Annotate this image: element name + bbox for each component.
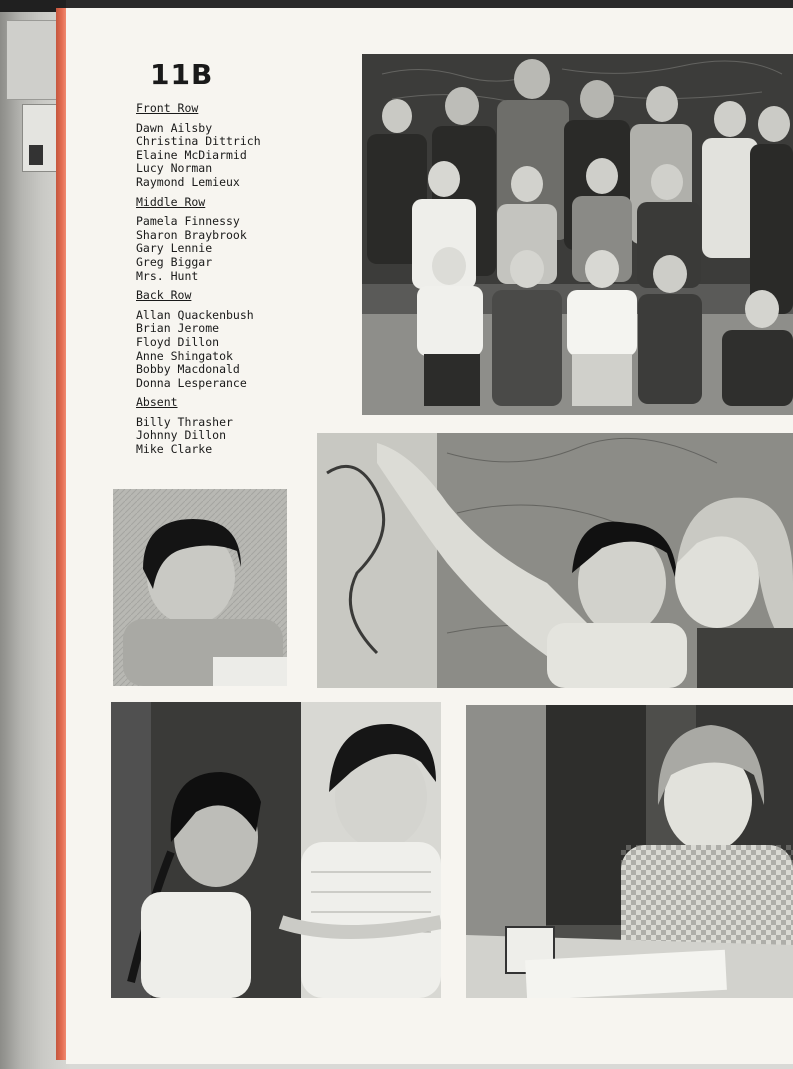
class-group-photo: [362, 54, 793, 415]
page-top-edge: [66, 0, 793, 8]
student-name: Allan Quackenbush: [136, 307, 254, 322]
student-name: Christina Dittrich: [136, 134, 261, 149]
student-name: Raymond Lemieux: [136, 174, 240, 189]
student-name: Dawn Ailsby: [136, 120, 213, 135]
student-name: Elaine McDiarmid: [136, 147, 247, 162]
student-name: Brian Jerome: [136, 321, 220, 336]
class-group-photo-icon: [362, 54, 793, 415]
yearbook-page: [66, 8, 793, 1064]
student-name: Lucy Norman: [136, 161, 213, 176]
girls-at-table-photo-icon: [111, 702, 441, 998]
student-name: Sharon Braybrook: [136, 227, 247, 242]
book-spine: [56, 8, 66, 1060]
roster-heading: Middle Row: [136, 194, 206, 209]
boy-reading-photo-icon: [113, 489, 287, 686]
student-name: Bobby Macdonald: [136, 362, 240, 377]
girl-writing-photo: [466, 705, 793, 998]
girl-writing-photo-icon: [466, 705, 793, 998]
student-name: Anne Shingatok: [136, 348, 233, 363]
roster-heading: Absent: [136, 395, 178, 410]
student-name: Donna Lesperance: [136, 375, 247, 390]
student-name: Floyd Dillon: [136, 334, 220, 349]
student-name: Pamela Finnessy: [136, 214, 240, 229]
class-title: 11B: [150, 58, 214, 91]
roster-group-middle-row: [136, 196, 326, 284]
teacher-name: Mrs. Hunt: [136, 268, 199, 283]
student-name: Johnny Dillon: [136, 428, 227, 443]
roster-group-absent: [136, 396, 326, 456]
roster-heading: Back Row: [136, 288, 192, 303]
boy-reading-photo: [113, 489, 287, 686]
student-name: Billy Thrasher: [136, 414, 233, 429]
girls-at-map-photo: [317, 433, 793, 688]
student-name: Greg Biggar: [136, 254, 213, 269]
girls-at-table-photo: [111, 702, 441, 998]
roster-group-back-row: [136, 289, 326, 390]
student-name: Mike Clarke: [136, 442, 213, 457]
roster-heading: Front Row: [136, 101, 199, 115]
class-roster: [136, 100, 326, 463]
student-name: Gary Lennie: [136, 241, 213, 256]
girls-at-map-photo-icon: [317, 433, 793, 688]
roster-group-front-row: [136, 102, 326, 190]
